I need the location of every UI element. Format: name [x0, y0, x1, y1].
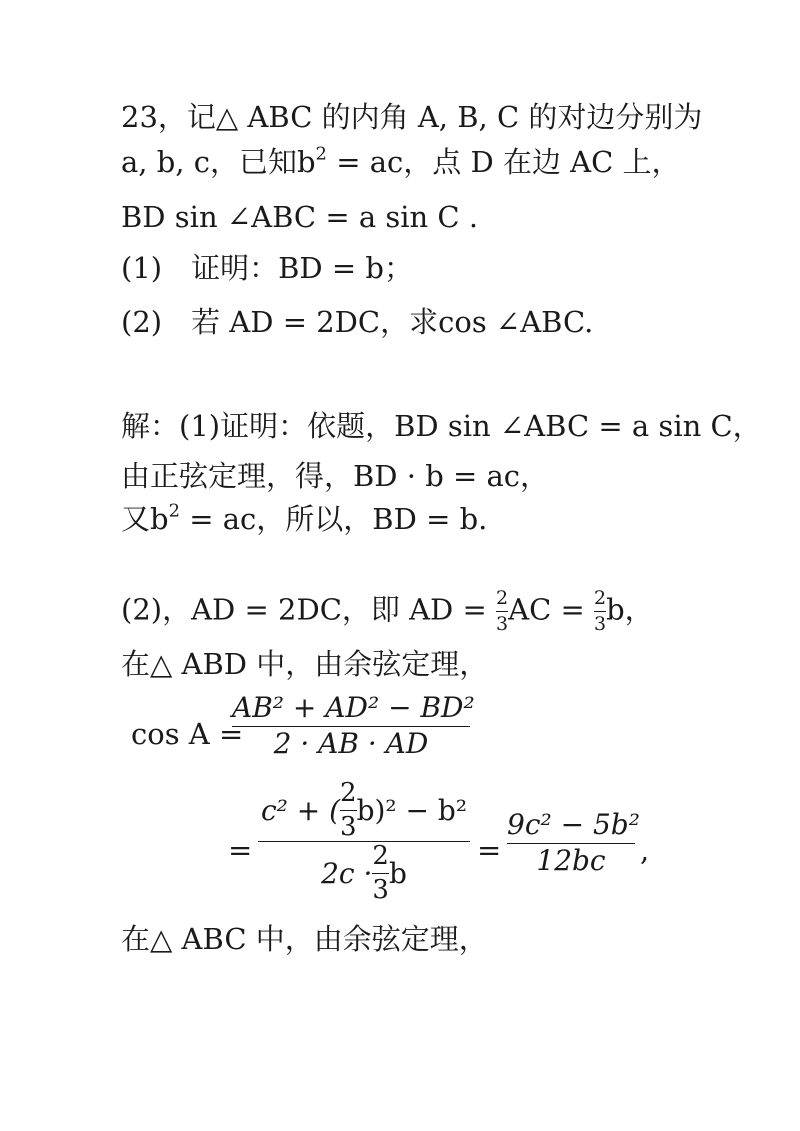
- eq2-num-part-a: c² + (: [260, 793, 341, 827]
- fraction-denominator: 3: [372, 874, 389, 905]
- eq2-denominator: [258, 840, 470, 905]
- problem-line-2-pre: a, b, c，已知b: [121, 145, 316, 179]
- fraction-numerator: 2: [496, 587, 509, 609]
- eq2-num-fraction: [340, 779, 357, 841]
- problem-line-2: [121, 143, 681, 179]
- fraction-two-thirds-2: [594, 588, 606, 635]
- fraction-denominator: 3: [340, 811, 357, 842]
- eq2-fraction: [258, 777, 470, 905]
- cos-a-numerator: AB² + AD² − BD²: [232, 691, 475, 724]
- eq2-den-part-a: 2c ·: [321, 856, 373, 890]
- eq2-den-part-b: b: [388, 856, 407, 890]
- eq2-num-part-b: b)² − b²: [356, 793, 468, 827]
- eq2-den-fraction: [372, 842, 389, 904]
- solution-line-2: 由正弦定理，得，BD · b = ac，: [121, 459, 550, 493]
- solution-line-3-post: = ac，所以，BD = b.: [180, 502, 488, 536]
- fraction-two-thirds-1: [496, 588, 508, 635]
- solution-line-3: [121, 500, 488, 536]
- cos-a-denominator: 2 · AB · AD: [273, 726, 429, 760]
- equals-sign-2: =: [477, 833, 502, 867]
- fraction-denominator: 3: [594, 612, 607, 635]
- eq2-numerator: [258, 777, 470, 842]
- cos-a-label: [131, 717, 243, 751]
- problem-line-1: 23，记△ ABC 的内角 A, B, C 的对边分别为: [121, 100, 703, 134]
- s4-mid: AC =: [508, 592, 595, 627]
- problem-part-2: (2) 若 AD = 2DC，求cos ∠ABC.: [121, 305, 594, 339]
- solution-line-3-pre: 又b: [121, 502, 169, 536]
- fraction-numerator: 2: [372, 840, 389, 871]
- fraction-denominator: 3: [496, 612, 509, 635]
- eq3-fraction: [507, 808, 640, 877]
- cos-a-fraction: [232, 691, 475, 760]
- fraction-numerator: 2: [340, 777, 357, 808]
- problem-line-2-post: = ac，点 D 在边 AC 上，: [326, 145, 681, 179]
- s4-post: b，: [606, 592, 654, 627]
- solution-line-4: [121, 588, 654, 635]
- eq3-tail: ,: [640, 833, 650, 867]
- problem-line-2-sup: 2: [315, 143, 327, 165]
- problem-part-1: (1) 证明：BD = b；: [121, 251, 413, 285]
- eq3-denominator: 12bc: [536, 843, 606, 877]
- fraction-numerator: 2: [594, 587, 607, 609]
- solution-line-1: 解：(1)证明：依题，BD sin ∠ABC = a sin C，: [121, 409, 762, 443]
- eq3-numerator: 9c² − 5b²: [507, 808, 640, 841]
- solution-line-3-sup: 2: [168, 500, 181, 522]
- cos-a-label-text: cos A =: [131, 717, 244, 751]
- s4-pre: (2)，AD = 2DC，即 AD =: [121, 592, 497, 627]
- solution-line-6: 在△ ABC 中，由余弦定理，: [121, 922, 488, 956]
- problem-line-3: BD sin ∠ABC = a sin C .: [121, 200, 479, 234]
- solution-line-5: 在△ ABD 中，由余弦定理，: [121, 647, 489, 681]
- equals-sign-1: =: [228, 833, 253, 867]
